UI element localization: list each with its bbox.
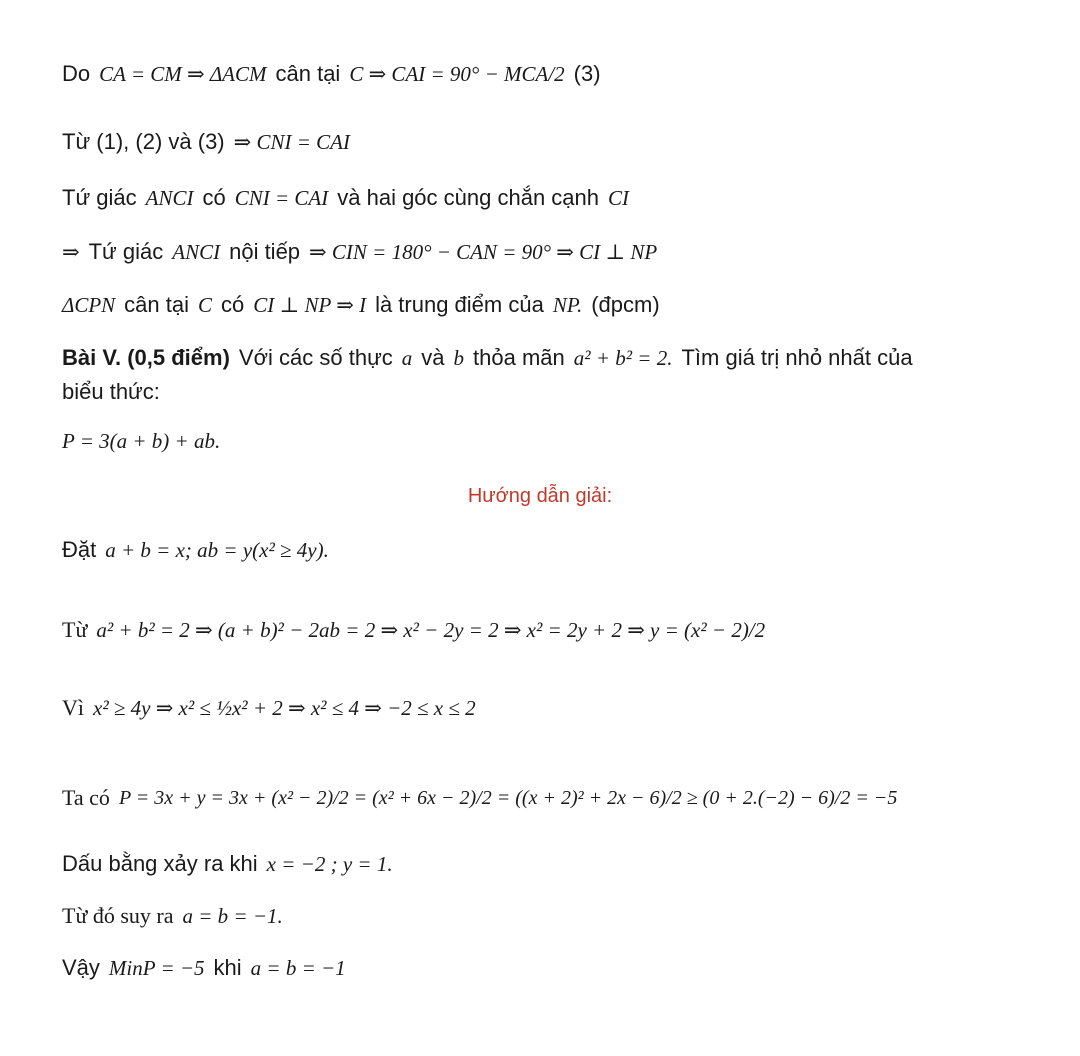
text: và [421, 345, 445, 370]
text: cân tại [124, 292, 189, 317]
math: ΔCPN [62, 292, 116, 317]
text: (3) [573, 61, 601, 86]
text: Do [62, 61, 91, 86]
math: CI [608, 185, 629, 210]
text: Vậy [62, 955, 100, 980]
text: Dấu bằng xảy ra khi [62, 851, 258, 876]
text: Từ đó suy ra [62, 903, 174, 928]
math: CI ⊥ NP ⇒ I [253, 292, 367, 317]
math: a + b = x; ab = y(x² ≥ 4y). [105, 537, 329, 562]
math: ⇒ [62, 239, 80, 264]
text: Với các số thực [238, 345, 393, 370]
math: a = b = −1. [182, 903, 283, 928]
math: a² + b² = 2 ⇒ (a + b)² − 2ab = 2 ⇒ x² − 2y = 2 ⇒ x² = 2y + 2 ⇒ y = (x² − 2)/2 [96, 617, 766, 642]
math: MinP = −5 [108, 955, 205, 980]
line-6 [62, 376, 1050, 408]
math: CNI = CAI [234, 185, 329, 210]
math: ANCI [145, 185, 194, 210]
line-7 [62, 422, 1050, 460]
line-2 [62, 180, 1050, 216]
text: có [202, 185, 226, 210]
math: a [401, 345, 413, 370]
line-9 [62, 530, 1050, 570]
line-11 [62, 682, 1050, 734]
text: và hai góc cùng chắn cạnh [337, 185, 599, 210]
math: P = 3(a + b) + ab. [62, 428, 221, 453]
text: Tứ giác [62, 185, 137, 210]
text: là trung điểm của [375, 292, 544, 317]
line-15 [62, 950, 1050, 986]
text: Từ [62, 617, 88, 642]
math: CA = CM ⇒ ΔACM [99, 61, 267, 86]
math: ANCI [172, 239, 221, 264]
section-title: Bài V. (0,5 điểm) [62, 345, 230, 370]
line-12 [62, 768, 1050, 828]
math: ⇒ CIN = 180° − CAN = 90° ⇒ CI ⊥ NP [309, 239, 658, 264]
line-13 [62, 846, 1050, 882]
math: a² + b² = 2. [573, 345, 673, 370]
line-0 [62, 52, 1050, 96]
math: NP. [552, 292, 583, 317]
math: x = −2 ; y = 1. [266, 851, 393, 876]
math: P = 3x + y = 3x + (x² − 2)/2 = (x² + 6x − 2)/2 = ((x + 2)² + 2x − 6)/2 ≥ (0 + 2.(−2) − 6)/2 = −5 [118, 786, 898, 809]
math: b [453, 345, 465, 370]
text: Đặt [62, 537, 97, 562]
text: Tìm giá trị nhỏ nhất của [681, 345, 913, 370]
line-1 [62, 124, 1050, 160]
math: a = b = −1 [250, 955, 346, 980]
math: ⇒ CNI = CAI [233, 129, 350, 154]
solution-heading [0, 478, 1080, 514]
text: thỏa mãn [473, 345, 565, 370]
text: biểu thức: [62, 379, 160, 404]
math: C ⇒ CAI = 90° − MCA/2 [349, 61, 565, 86]
text: cân tại [275, 61, 341, 86]
line-5 [62, 340, 1050, 376]
text: Vì [62, 695, 84, 720]
heading-text: Hướng dẫn giải: [467, 484, 613, 507]
line-3 [62, 234, 1050, 270]
text: có [221, 292, 245, 317]
text: Từ (1), (2) và (3) [62, 129, 225, 154]
text: nội tiếp [229, 239, 301, 264]
text: khi [213, 955, 242, 980]
math: C [198, 292, 213, 317]
text: Tứ giác [88, 239, 164, 264]
math: x² ≥ 4y ⇒ x² ≤ ½x² + 2 ⇒ x² ≤ 4 ⇒ −2 ≤ x ≤ 2 [93, 695, 476, 720]
line-14 [62, 898, 1050, 934]
line-4 [62, 287, 1050, 323]
line-10 [62, 604, 1050, 656]
text: (đpcm) [591, 292, 660, 317]
text: Ta có [62, 785, 110, 810]
